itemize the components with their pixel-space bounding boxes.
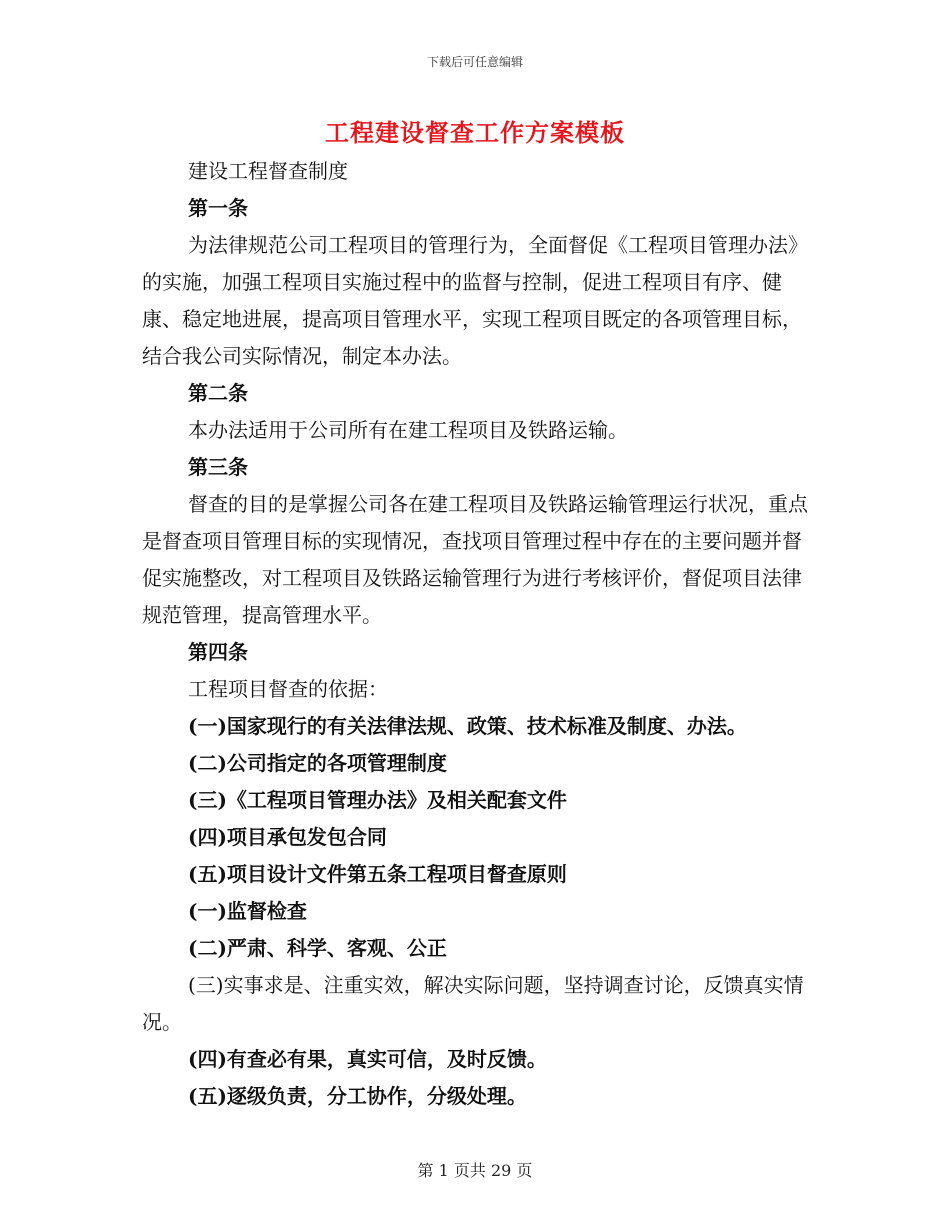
section-heading: 建设工程督查制度 xyxy=(188,159,348,183)
article-heading: 第一条 xyxy=(188,196,248,220)
page-footer: 第 1 页共 29 页 xyxy=(417,1161,533,1180)
list-item: (一)国家现行的有关法律法规、政策、技术标准及制度、办法。 xyxy=(188,714,747,738)
list-item: (二)严肃、科学、客观、公正 xyxy=(188,936,447,960)
document-title: 工程建设督查工作方案模板 xyxy=(325,118,625,147)
article-heading: 第三条 xyxy=(188,455,248,479)
list-item: (五)逐级负责，分工协作，分级处理。 xyxy=(188,1084,527,1108)
list-item: (四)项目承包发包合同 xyxy=(188,825,387,849)
list-item: (四)有查必有果，真实可信，及时反馈。 xyxy=(188,1047,547,1071)
article-heading: 第四条 xyxy=(188,640,248,664)
paragraph: 为法律规范公司工程项目的管理行为，全面督促《工程项目管理办法》的实施，加强工程项目实施过程中的监督与控制，促进工程项目有序、健康、稳定地进展，提高项目管理水平，实现工程项目既定的各项管理目标，结合我公司实际情况，制定本办法。 xyxy=(142,233,808,368)
document-body xyxy=(142,153,810,1115)
article-heading: 第二条 xyxy=(188,381,248,405)
paragraph: 本办法适用于公司所有在建工程项目及铁路运输。 xyxy=(188,418,628,442)
list-item: (五)项目设计文件第五条工程项目督查原则 xyxy=(188,862,567,886)
paragraph: 督查的目的是掌握公司各在建工程项目及铁路运输管理运行状况，重点是督查项目管理目标的实现情况，查找项目管理过程中存在的主要问题并督促实施整改，对工程项目及铁路运输管理行为进行考核评价，督促项目法律规范管理，提高管理水平。 xyxy=(142,492,808,627)
list-item: (二)公司指定的各项管理制度 xyxy=(188,751,447,775)
header-note: 下载后可任意编辑 xyxy=(426,55,523,69)
list-item: (一)监督检查 xyxy=(188,899,307,923)
list-item: (三)实事求是、注重实效，解决实际问题，坚持调查讨论，反馈真实情况。 xyxy=(142,973,804,1034)
paragraph: 工程项目督查的依据： xyxy=(188,677,388,701)
list-item: (三)《工程项目管理办法》及相关配套文件 xyxy=(188,788,567,812)
